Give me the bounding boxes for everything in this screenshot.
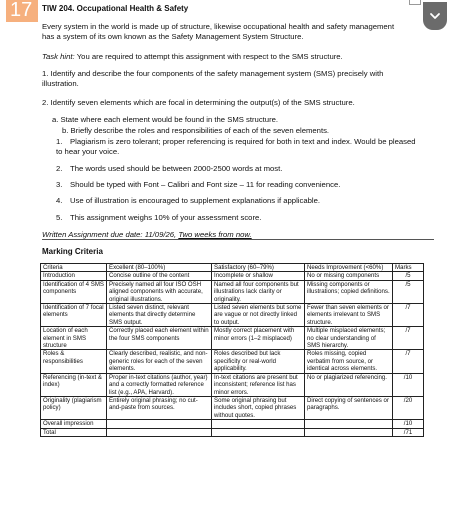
due-note: Two weeks from now.	[178, 230, 252, 239]
satisfactory-cell: Listed seven elements but some are vague or not directly linked to output.	[212, 304, 305, 327]
needs-improvement-cell: Fewer than seven elements or elements irrelevant to SMS structure.	[305, 304, 393, 327]
task-hint-text: You are required to attempt this assignment with respect to the SMS structure.	[76, 52, 343, 61]
marking-criteria-title: Marking Criteria	[42, 247, 103, 256]
excellent-cell: Correctly placed each element within the four SMS components	[107, 327, 212, 350]
column-header: Excellent (80–100%)	[107, 264, 212, 272]
satisfactory-cell	[212, 428, 305, 436]
marks-cell: /7	[393, 304, 424, 327]
satisfactory-cell: Some original phrasing but includes short, copied phrases without quotes.	[212, 396, 305, 419]
instruction-item: 3. Should be typed with Font – Calibri and Font size – 11 for reading convenience.	[56, 180, 341, 189]
table-row	[41, 280, 424, 303]
satisfactory-cell: Named all four components but illustrations lack clarity or originality.	[212, 280, 305, 303]
table-header-row	[41, 264, 424, 272]
excellent-cell	[107, 428, 212, 436]
marks-cell: /5	[393, 272, 424, 280]
criteria-cell: Referencing (in-text & index)	[41, 373, 107, 396]
page-number-badge: 17	[6, 0, 38, 22]
table-row	[41, 396, 424, 419]
satisfactory-cell: In-text citations are present but inconsistent; reference list has minor errors.	[212, 373, 305, 396]
question-2a: a. State where each element would be found in the SMS structure.	[52, 115, 279, 124]
table-row	[41, 420, 424, 428]
excellent-cell: Concise outline of the content	[107, 272, 212, 280]
instruction-item: 1. Plagiarism is zero tolerant; proper referencing is required for both in text and index. Would be pleased to hear your voice.	[56, 137, 416, 156]
criteria-cell: Identification of 4 SMS components	[41, 280, 107, 303]
task-hint	[42, 52, 402, 62]
criteria-cell: Originality (plagiarism policy)	[41, 396, 107, 419]
instruction-item: 2. The words used should be between 2000-2500 words at most.	[56, 164, 283, 173]
instruction-item: 4. Use of illustration is encouraged to supplement explanations if applicable.	[56, 196, 320, 205]
column-header: Criteria	[41, 264, 107, 272]
task-hint-label: Task hint:	[42, 52, 75, 61]
excellent-cell: Entirely original phrasing; no cut-and-paste from sources.	[107, 396, 212, 419]
excellent-cell: Proper in-text citations (author, year) and a correctly formatted reference list (e.g., APA, Harvard).	[107, 373, 212, 396]
table-row	[41, 272, 424, 280]
criteria-cell: Roles & responsibilities	[41, 350, 107, 373]
marks-cell: /7	[393, 327, 424, 350]
needs-improvement-cell: Roles missing, copied verbatim from source, or identical across elements.	[305, 350, 393, 373]
column-header: Needs Improvement (<60%)	[305, 264, 393, 272]
column-header: Marks	[393, 264, 424, 272]
criteria-cell: Location of each element in SMS structure	[41, 327, 107, 350]
collapse-button[interactable]	[423, 2, 447, 30]
table-row	[41, 304, 424, 327]
marks-cell: /10	[393, 373, 424, 396]
needs-improvement-cell: Missing components or illustrations; copied definitions.	[305, 280, 393, 303]
window-control[interactable]	[409, 0, 421, 5]
due-date: Written Assignment due date: 11/09/26, Two weeks from now.	[42, 230, 252, 239]
criteria-cell: Introduction	[41, 272, 107, 280]
table-row	[41, 327, 424, 350]
needs-improvement-cell: Multiple misplaced elements; no clear understanding of SMS hierarchy.	[305, 327, 393, 350]
needs-improvement-cell: No or missing components	[305, 272, 393, 280]
satisfactory-cell	[212, 420, 305, 428]
excellent-cell: Clearly described, realistic, and non-generic roles for each of the seven elements.	[107, 350, 212, 373]
marks-cell: /20	[393, 396, 424, 419]
marking-criteria-table	[40, 263, 424, 437]
needs-improvement-cell	[305, 428, 393, 436]
instruction-item: 5. This assignment weighs 10% of your assessment score.	[56, 213, 262, 222]
satisfactory-cell: Incomplete or shallow	[212, 272, 305, 280]
excellent-cell: Precisely named all four ISO OSH aligned components with accurate, original illustrations.	[107, 280, 212, 303]
criteria-cell: Identification of 7 focal elements	[41, 304, 107, 327]
course-title: TIW 204. Occupational Health & Safety	[42, 4, 189, 13]
divider	[42, 239, 434, 240]
column-header: Satisfactory (60–79%)	[212, 264, 305, 272]
question-2b: b. Briefly describe the roles and responsibilities of each of the seven elements.	[62, 126, 330, 135]
marks-cell: /7	[393, 350, 424, 373]
marks-cell: /10	[393, 420, 424, 428]
intro-paragraph: Every system in the world is made up of structure, likewise occupational health and safety management has a system of its own known as the Safety Management System Structure.	[42, 22, 395, 41]
question-2: 2. Identify seven elements which are focal in determining the output(s) of the SMS structure.	[42, 98, 355, 107]
marks-cell: /5	[393, 280, 424, 303]
satisfactory-cell: Mostly correct placement with minor errors (1–2 misplaced)	[212, 327, 305, 350]
needs-improvement-cell: No or plagiarized referencing.	[305, 373, 393, 396]
excellent-cell	[107, 420, 212, 428]
table-row	[41, 350, 424, 373]
criteria-cell: Overall impression	[41, 420, 107, 428]
table-row	[41, 373, 424, 396]
table-row	[41, 428, 424, 436]
needs-improvement-cell: Direct copying of sentences or paragraphs.	[305, 396, 393, 419]
criteria-cell: Total	[41, 428, 107, 436]
satisfactory-cell: Roles described but lack specificity or real-world applicability.	[212, 350, 305, 373]
chevron-down-icon	[429, 10, 441, 22]
needs-improvement-cell	[305, 420, 393, 428]
question-1: 1. Identify and describe the four components of the safety management system (SMS) precisely with illustration.	[42, 69, 384, 88]
marks-cell: /71	[393, 428, 424, 436]
excellent-cell: Listed seven distinct, relevant elements that directly determine SMS output.	[107, 304, 212, 327]
